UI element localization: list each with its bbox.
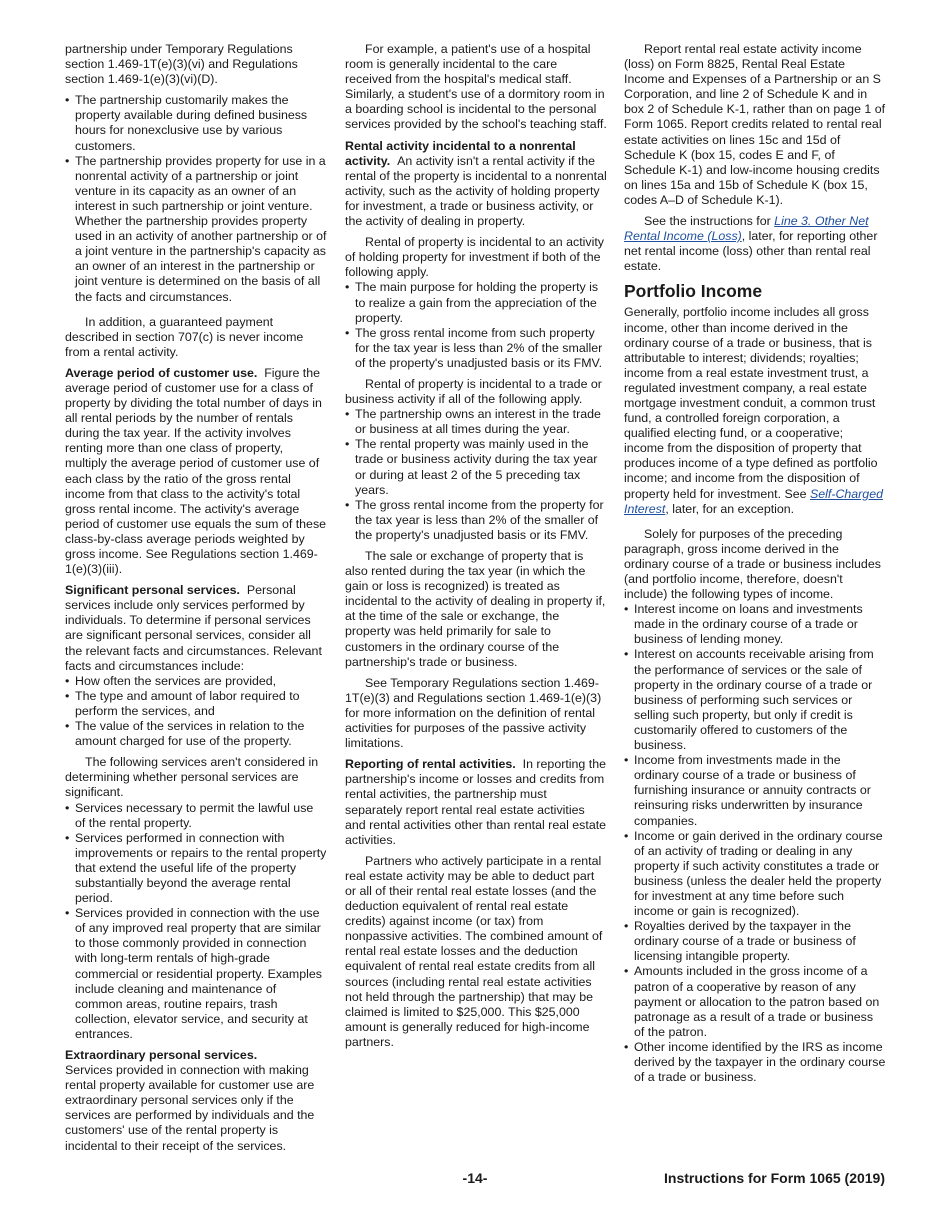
run-in-heading: Significant personal services. bbox=[65, 583, 240, 598]
section-heading: Portfolio Income bbox=[624, 281, 763, 302]
run-in-heading: Rental activity incidental to a nonrental activity. bbox=[345, 138, 576, 168]
bullet-item: • The value of the services in relation to the amount charged for use of the property. bbox=[65, 719, 327, 749]
bullet-item: • The type and amount of labor required to perform the services, and bbox=[65, 689, 327, 719]
link-line-3-other-net-rental-income[interactable]: Line 3. Other Net Rental Income (Loss) bbox=[624, 214, 869, 244]
paragraph-text: Services provided in connection with making rental property available for customer use are extraordinary personal services only if the services are performed by individuals and the customers' use of the rental property is incidental to their receipt of the services. bbox=[65, 1063, 315, 1153]
bullet-item: • The partnership provides property for use in a nonrental activity of a partnership or joint venture in its capacity as an owner of an interest in such partnership or joint venture. Whether the partnership provides property used in an activity of another partnership or of a joint venture in the partnership's capacity as an owner of an interest in the partnership or joint venture is determined on the basis of all the facts and circumstances. bbox=[65, 154, 327, 305]
paragraph: Rental of property is incidental to an activity of holding property for investment if both of the following apply. bbox=[345, 235, 604, 280]
footer-form-title: Instructions for Form 1065 (2019) bbox=[664, 1170, 885, 1186]
paragraph-with-link bbox=[624, 305, 886, 516]
paragraph-text: Figure the average period of customer use for a class of property by dividing the total number of days in all rental periods by the number of rentals during the tax year. If the activity involves renting more than one class of property, multiply the average period of customer use of each class by the ratio of the gross rental income from that class to the activity's total gross rental income. The activity's average period of customer use equals the sum of these class-by-class average periods weighted by gross income. See Regulations section 1.469-1(e)(3)(iii). bbox=[65, 365, 327, 577]
paragraph-text: An activity isn't a rental activity if the rental of the property is incidental to a nonrental activity, such as the activity of holding property for investment, a trade or business activity, or the activity of dealing in property. bbox=[345, 153, 607, 229]
paragraph: The sale or exchange of property that is also rented during the tax year (in which the gain or loss is recognized) is treated as incidental to the activity of dealing in property if, at the time of the sale or exchange, the property was held primarily for sale to customers in the ordinary course of the partnership's trade or business. bbox=[345, 549, 606, 669]
bullet-item: • Income from investments made in the ordinary course of a trade or business of furnishing insurance or annuity contracts or reinsuring risks underwritten by insurance companies. bbox=[624, 753, 886, 828]
paragraph-text: Generally, portfolio income includes all gross income, other than income derived in the ordinary course of a trade or business, that is attributable to interest; dividends; royalties; income from a real estate investment trust, a regulated investment company, a real estate mortgage investment conduit, a common trust fund, a controlled foreign corporation, a qualified electing fund, or a cooperative; income from the disposition of property that produces income of a type defined as portfolio income; and income from the disposition of property held for investment. See bbox=[624, 305, 878, 501]
run-in-heading: Average period of customer use. bbox=[65, 365, 258, 380]
page-number: -14- bbox=[462, 1170, 488, 1186]
paragraph: partnership under Temporary Regulations section 1.469-1T(e)(3)(vi) and Regulations section 1.469-1(e)(3)(vi)(D). bbox=[65, 42, 298, 87]
bullet-item: • Services provided in connection with the use of any improved real property that are similar to those commonly provided in connection with long-term rentals of high-grade commercial or residential property. Examples include cleaning and maintenance of common areas, routine repairs, trash collection, elevator service, and security at entrances. bbox=[65, 906, 327, 1042]
paragraph: In addition, a guaranteed payment described in section 707(c) is never income from a rental activity. bbox=[65, 314, 304, 359]
paragraph-text: Personal services include only services performed by individuals. To determine if personal services are significant personal services, consider all the relevant facts and circumstances. Relevant facts and circumstances include: bbox=[65, 583, 322, 673]
bullet-item: • Income or gain derived in the ordinary course of an activity of trading or dealing in any property if such activity constitutes a trade or business (unless the dealer held the property for investment at any time before such income or gain is recognized). bbox=[624, 829, 886, 920]
paragraph: Solely for purposes of the preceding paragraph, gross income derived in the ordinary course of a trade or business includes (and portfolio income, therefore, doesn't include) the following types of income. bbox=[624, 526, 881, 602]
bullet-item: • Services performed in connection with improvements or repairs to the rental property that extend the useful life of the property substantially beyond the average rental period. bbox=[65, 831, 327, 906]
run-in-heading: Reporting of rental activities. bbox=[345, 757, 516, 772]
paragraph-text: , later, for an exception. bbox=[665, 501, 795, 516]
bullet-item: • Royalties derived by the taxpayer in the ordinary course of a trade or business of licensing intangible property. bbox=[624, 919, 886, 964]
paragraph: Report rental real estate activity income (loss) on Form 8825, Rental Real Estate Income and Expenses of a Partnership or an S Corporation, and line 2 of Schedule K and in box 2 of Schedule K-1, rather than on page 1 of Form 1065. Report credits related to rental real estate activities on lines 15c and 15d of Schedule K (box 15, codes E and F, of Schedule K-1) and low-income housing credits on lines 15a and 15b of Schedule K (box 15, codes A–D of Schedule K-1). bbox=[624, 42, 886, 207]
paragraph: Rental of property is incidental to a trade or business activity if all of the following apply. bbox=[345, 376, 602, 407]
bullet-item: • Interest on accounts receivable arising from the performance of services or the sale of property in the ordinary course of a trade or business of performing such services or selling such property, but only if credit is customarily offered to customers of the business. bbox=[624, 647, 886, 753]
paragraph-text: See the instructions for bbox=[644, 214, 775, 229]
paragraph-with-link bbox=[624, 214, 886, 274]
bullet-item: • The rental property was mainly used in the trade or business activity during the tax year or during at least 2 of the 5 preceding tax years. bbox=[345, 437, 607, 497]
bullet-item: • The main purpose for holding the property is to realize a gain from the appreciation of the property. bbox=[345, 280, 607, 325]
paragraph: For example, a patient's use of a hospital room is generally incidental to the care received from the hospital's medical staff. Similarly, a student's use of a dormitory room in a boarding school is incidental to the personal services provided by the school's teaching staff. bbox=[345, 42, 607, 132]
link-self-charged-interest[interactable]: Self-Charged Interest bbox=[624, 486, 883, 516]
paragraph-text: , later, for reporting other net rental income (loss) other than rental real estate. bbox=[624, 229, 878, 274]
bullet-item: • How often the services are provided, bbox=[65, 674, 327, 689]
bullet-item: • Other income identified by the IRS as income derived by the taxpayer in the ordinary course of a trade or business. bbox=[624, 1040, 886, 1085]
run-in-heading: Extraordinary personal services. bbox=[65, 1048, 258, 1062]
paragraph: Partners who actively participate in a rental real estate activity may be able to deduct part or all of their rental real estate losses (and the deduction equivalent of rental real estate credits) against income (or tax) from nonpassive activities. The combined amount of rental real estate losses and the deduction equivalent of rental real estate credits from all sources (including rental real estate activities not held through the partnership) that may be claimed is limited to $25,000. This $25,000 amount is generally reduced for high-income partners. bbox=[345, 853, 603, 1049]
paragraph: See Temporary Regulations section 1.469-1T(e)(3) and Regulations section 1.469-1(e)(3) for more information on the definition of rental activities for purposes of the passive activity limitations. bbox=[345, 675, 602, 751]
bullet-item: • The gross rental income from such property for the tax year is less than 2% of the smaller of the property's unadjusted basis or its FMV. bbox=[345, 326, 607, 371]
paragraph-extraordinary-services bbox=[65, 1048, 327, 1154]
paragraph-rental-incidental bbox=[345, 139, 607, 230]
paragraph-text: In reporting the partnership's income or losses and credits from rental activities, the partnership must separately report rental real estate activities and rental activities other than rental real estate activities. bbox=[345, 757, 607, 847]
paragraph-average-period bbox=[65, 366, 327, 577]
bullet-item: • The partnership owns an interest in the trade or business at all times during the year. bbox=[345, 407, 607, 437]
bullet-item: • Amounts included in the gross income of a patron of a cooperative by reason of any payment or allocation to the patron based on patronage as a result of a trade or business of the patron. bbox=[624, 964, 886, 1039]
column-left bbox=[65, 42, 327, 1160]
bullet-item: • The partnership customarily makes the property available during defined business hours for nonexclusive use by various customers. bbox=[65, 93, 327, 153]
bullet-item: • The gross rental income from the property for the tax year is less than 2% of the smaller of the property's unadjusted basis or its FMV. bbox=[345, 498, 607, 543]
paragraph: The following services aren't considered in determining whether personal services are significant. bbox=[65, 755, 319, 800]
bullet-item: • Interest income on loans and investments made in the ordinary course of a trade or business of lending money. bbox=[624, 602, 886, 647]
paragraph-significant-services bbox=[65, 583, 327, 674]
column-right bbox=[624, 42, 886, 1091]
bullet-item: • Services necessary to permit the lawful use of the rental property. bbox=[65, 801, 327, 831]
column-middle bbox=[345, 42, 607, 1056]
paragraph-reporting-rental bbox=[345, 757, 607, 848]
